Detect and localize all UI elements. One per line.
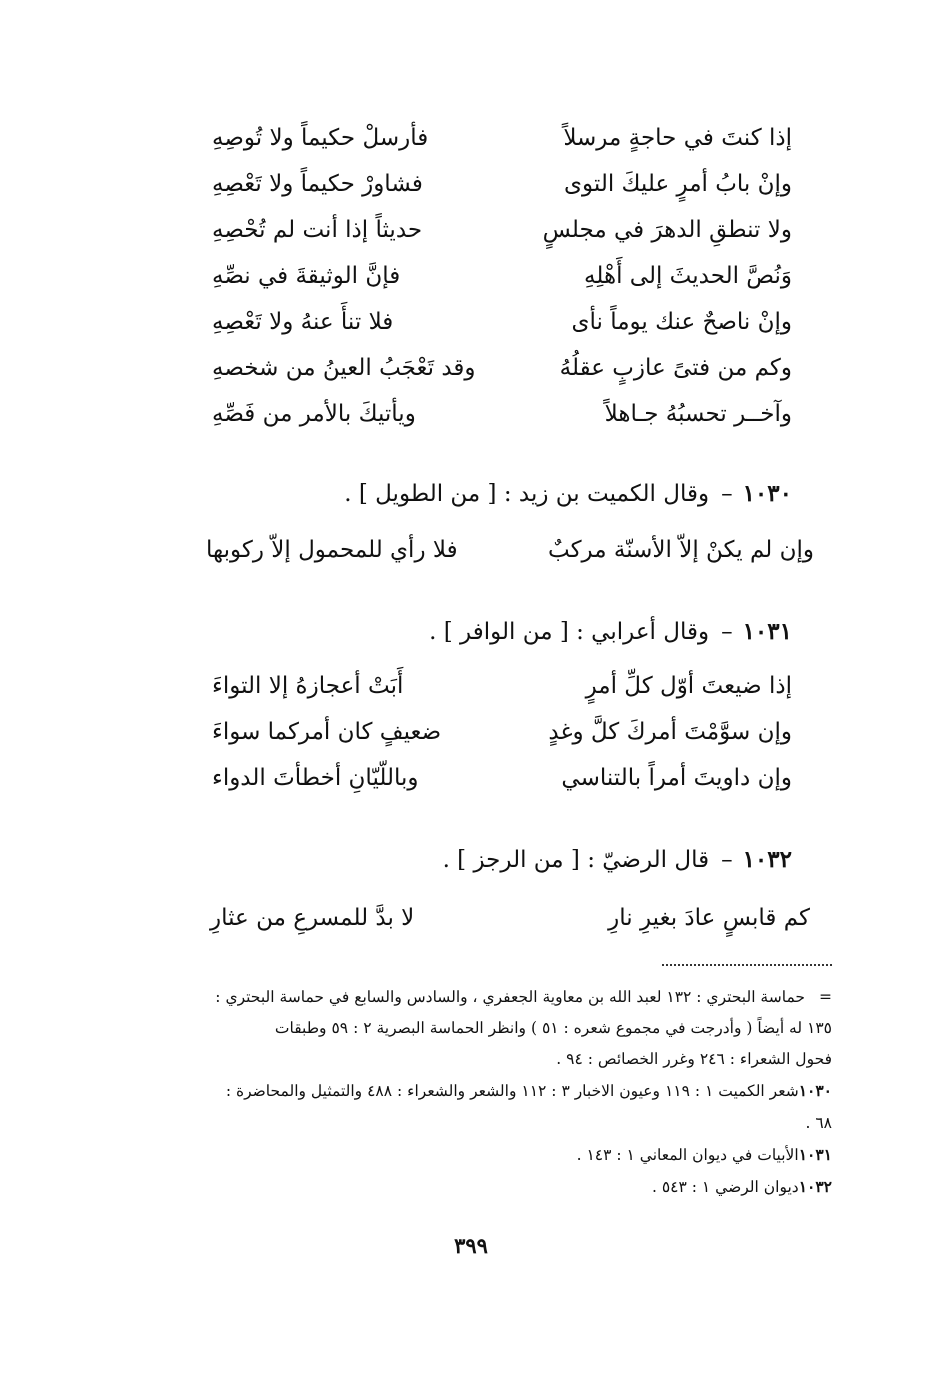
verse-hemistich-second: أَبَتْ أعجازهُ إلا التواءَ: [212, 673, 404, 699]
verse-line: [212, 166, 792, 202]
page-number: ٣٩٩: [454, 1233, 488, 1258]
entry-heading-1032: [443, 842, 792, 878]
footnote-1030: ١٠٣٠شعر الكميت ١ : ١١٩ وعيون الاخبار ٣ : ١١٢ والشعر والشعراء : ٤٨٨ والتمثيل والمحاضرة :: [225, 1081, 832, 1100]
verse-line: [212, 714, 792, 750]
verse-line: [212, 258, 792, 294]
verse-hemistich-first: وكم من فتىً عازبٍ عقلُهُ: [559, 355, 792, 381]
entry-dash: –: [721, 847, 733, 873]
verse-hemistich-second: ضعيفٍ كان أمركما سواءَ: [212, 719, 442, 745]
continuation-mark: =: [819, 988, 832, 1006]
verse-hemistich-second: فشاورْ حكيماً ولا تَعْصِهِ: [212, 171, 423, 197]
entry-attribution: قال الرضيّ : [ من الرجز ] .: [442, 847, 710, 873]
footnote-line: =حماسة البحتري : ١٣٢ لعبد الله بن معاوية الجعفري ، والسادس والسابع في حماسة البحتري :: [215, 988, 832, 1006]
entry-dash: –: [721, 481, 733, 507]
verse-hemistich-first: ولا تنطقِ الدهرَ في مجلسٍ: [542, 217, 792, 243]
verse-hemistich-first: وَنُصَّ الحديثَ إلى أَهْلِهِ: [584, 263, 792, 289]
entry-heading-1031: [429, 614, 792, 650]
entry-number: ١٠٣٠: [742, 480, 792, 507]
entry-number: ١٠٣١: [742, 618, 792, 645]
footnote-number: ١٠٣١: [798, 1145, 832, 1164]
footnote-number: ١٠٣٢: [798, 1177, 832, 1196]
footnotes: [102, 982, 832, 1212]
verse-hemistich-first: إذا كنتَ في حاجةٍ مرسلاً: [563, 125, 792, 151]
verse-hemistich-second: ويأتيكَ بالأمر من فَصِّهِ: [212, 401, 416, 427]
verse-line: [210, 900, 810, 936]
verse-line: [212, 304, 792, 340]
verse-hemistich-first: وإن سوَّمْتَ أمركَ كلَّ وغدٍ: [548, 719, 792, 745]
verse-hemistich-second: حديثاً إذا أنت لم تُحْصِهِ: [212, 217, 423, 243]
verse-hemistich-second: وقد تَعْجَبُ العينُ من شخصهِ: [212, 355, 476, 381]
verse-hemistich-first: وإن داويتَ أمراً بالتناسي: [561, 765, 792, 791]
footnote-line: ١٣٥ له أيضاً ( وأدرجت في مجموع شعره : ٥١ ) وانظر الحماسة البصرية ٢ : ٥٩ وطبقات: [274, 1019, 832, 1037]
entry-number: ١٠٣٢: [742, 846, 792, 873]
verse-line: [206, 532, 814, 568]
verse-hemistich-second: فإنَّ الوثيقةَ في نصِّهِ: [212, 263, 401, 289]
verse-line: [212, 120, 792, 156]
verse-hemistich-first: وإن لم يكنْ إلاّ الأسنّة مركبٌ: [548, 537, 814, 563]
entry-attribution: وقال أعرابي : [ من الوافر ] .: [429, 619, 710, 645]
footnote-separator: [662, 964, 832, 966]
verse-line: [212, 760, 792, 796]
verse-hemistich-second: فلا رأي للمحمول إلاّ ركوبها: [206, 537, 458, 563]
footnote-number: ١٠٣٠: [798, 1081, 832, 1100]
entry-dash: –: [721, 619, 733, 645]
verse-line: [212, 396, 792, 432]
verse-hemistich-second: فلا تنأَ عنهُ ولا تَعْصِهِ: [212, 309, 394, 335]
verse-hemistich-second: لا بدَّ للمسرعِ من عثارِ: [210, 905, 415, 931]
verse-line: [212, 668, 792, 704]
verse-hemistich-first: وآخــر تحسبُهُ جـاهلاً: [604, 401, 792, 427]
footnote-line: ٦٨ .: [805, 1114, 832, 1132]
verse-hemistich-first: إذا ضيعتَ أوّل كلِّ أمرٍ: [585, 673, 792, 699]
footnote-1032: ١٠٣٢ديوان الرضي ١ : ٥٤٣ .: [652, 1177, 832, 1196]
entry-heading-1030: [344, 476, 792, 512]
verse-hemistich-second: وباللّيّانِ أخطأتَ الدواء: [212, 765, 419, 791]
verse-hemistich-first: كم قابسٍ عادَ بغيرِ نارِ: [608, 905, 810, 931]
verse-hemistich-first: وإنْ بابُ أمرٍ عليكَ التوى: [564, 171, 792, 197]
verse-hemistich-second: فأرسلْ حكيماً ولا تُوصِهِ: [212, 125, 429, 151]
verse-line: [212, 212, 792, 248]
verse-line: [212, 350, 792, 386]
footnote-line: فحول الشعراء : ٢٤٦ وغرر الخصائص : ٩٤ .: [556, 1050, 832, 1068]
entry-attribution: وقال الكميت بن زيد : [ من الطويل ] .: [344, 481, 710, 507]
verse-hemistich-first: وإنْ ناصحٌ عنك يوماً نأى: [571, 309, 792, 335]
footnote-1031: ١٠٣١الأبيات في ديوان المعاني ١ : ١٤٣ .: [576, 1145, 832, 1164]
